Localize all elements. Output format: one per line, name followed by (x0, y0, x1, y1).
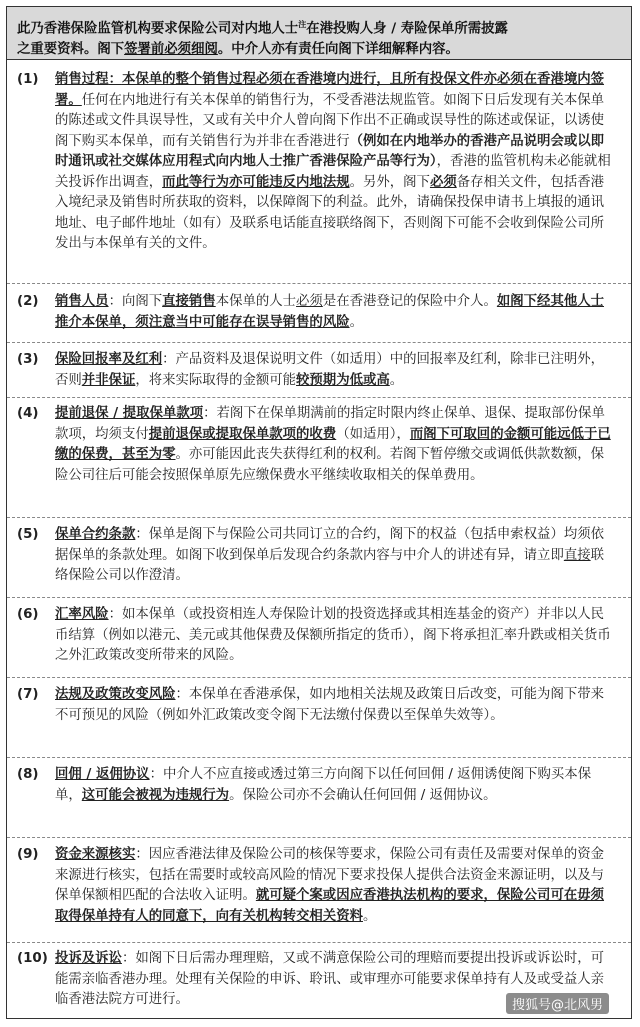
section-text: 是在香港登记的保险中介人。 (322, 294, 497, 309)
header-line1: 此乃香港保险监管机构要求保险公司对内地人士 (17, 21, 299, 37)
section-title: 提前退保 / 提取保单款项 (55, 406, 204, 421)
divider (7, 757, 631, 758)
section-text-bold: 这可能会被视为违规行为 (81, 787, 230, 803)
section-sales-person (7, 292, 631, 333)
section-text: ：若阁下在保单期满前的指定时限内终止保单、退保、提取部份保单款项，均须支付 (55, 406, 605, 442)
divider (7, 397, 631, 398)
section-number: (9) (17, 847, 39, 862)
section-text-bold: 提前退保或提取保单款项的收费 (148, 426, 337, 442)
section-text: 。 (349, 314, 363, 330)
section-text-bold: 直接销售 (162, 294, 216, 309)
section-text: 联络保险公司以作澄清。 (55, 547, 605, 583)
section-number: (8) (17, 767, 39, 782)
divider (7, 837, 631, 838)
section-text: （如适用）， (336, 426, 410, 442)
watermark-text: 搜狐号@北风男 (506, 993, 609, 1014)
document-header (7, 7, 631, 60)
section-regulation-risk (7, 685, 631, 726)
section-text: 备存相关文件，包括香港入境纪录及销售时所获取的资料，以保障阁下的利益。此外，请确保投保申请书上填报的通讯地址、电子邮件地址（如有）及联系电话能直接联络阁下，否则阁下可能不会收到保险公司所发出与本保单有关的文件。 (55, 174, 605, 251)
section-text: ：如本保单（或投资相连人寿保险计划的投资选择或其相连基金的资产）并非以人民币结算（例如以港元、美元或其他保费及保额所指定的货币），阁下将承担汇率升跌或相关货币之外汇政策改变所带来的风险。 (55, 607, 611, 663)
header-line2a: 之重要资料。阁下 (17, 42, 125, 58)
section-text: 。保险公司亦不会确认任何回佣 / 返佣协议。 (229, 787, 497, 803)
section-text: ：本保单在香港承保，如内地相关法规及政策日后改变，可能为阁下带来不可预见的风险（例如外汇政策改变令阁下无法缴付保费以至保单失效等）。 (55, 687, 605, 723)
section-text: ：因应香港法律及保险公司的核保等要求，保险公司有责任及需要对保单的资金来源进行核实，包括在需要时或较高风险的情况下要求投保人提供合法资金来源证明，以及与保单保额相匹配的合法收入证明。 (55, 847, 605, 903)
divider (7, 283, 631, 284)
section-text-bold: 本保单的整个销售过程必须在香港境内进行，且所有投保文件亦必须在香港境内签署。 (55, 72, 605, 108)
section-text: ：产品资料及退保说明文件（如适用）中的回报率及红利，除非已注明外，否则 (55, 352, 605, 388)
section-title: 投诉及诉讼 (55, 951, 122, 966)
section-exchange-rate-risk (7, 605, 631, 667)
section-text: 。亦可能因此丧失获得红利的权利。若阁下暂停缴交或调低供款数额，保险公司往后可能会按照保单原先应缴保费水平继续收取相关的保单费用。 (55, 447, 605, 483)
section-title: 保险回报率及红利 (55, 352, 163, 367)
section-text: ：中介人不应直接或透过第三方向阁下以任何回佣 / 返佣诱使阁下购买本保单， (55, 767, 592, 803)
section-text: ：向阁下 (108, 294, 163, 309)
section-number: (2) (17, 294, 39, 309)
section-text-underlined: 必须 (296, 294, 323, 309)
section-text-bold: 并非保证 (81, 372, 136, 388)
section-text: 。 (389, 372, 404, 388)
section-policy-terms (7, 525, 631, 587)
section-text: ：保单是阁下与保险公司共同订立的合约，阁下的权益（包括申索权益）均须依据保单的条款处理。如阁下收到保单后发现合约条款内容与中介人的讲述有异，请立即 (55, 527, 605, 563)
section-title: 销售人员 (55, 294, 109, 309)
section-number: (1) (17, 72, 39, 87)
divider (7, 942, 631, 943)
header-line2-underlined: 签署前必须细阅 (124, 42, 218, 58)
section-text: 。 (362, 908, 377, 924)
section-text-bold: 而阁下可取回的金额可能远低于已缴的保费，甚至为零 (55, 426, 611, 462)
section-sales-process (7, 70, 631, 255)
section-number: (6) (17, 607, 39, 622)
section-title: 销售过程 (55, 72, 109, 87)
divider (7, 677, 631, 678)
divider (7, 342, 631, 343)
section-number: (5) (17, 527, 39, 542)
section-number: (10) (17, 951, 48, 966)
section-text: ，将来实际取得的金额可能 (135, 372, 297, 388)
section-title: 保单合约条款 (55, 527, 136, 542)
section-text-bold: 如阁下经其他人士推介本保单，须注意当中可能存在误导销售的风险 (55, 294, 605, 330)
section-title: 资金来源核实 (55, 847, 136, 862)
section-text: 任何在内地进行有关本保单的销售行为，不受香港法规监管。如阁下日后发现有关本保单的陈述或文件具误导性，又或有关中介人曾向阁下作出不正确或误导性的陈述或保证，以诱使阁下购买本保单，而有关销售行为并非在香港进行 (55, 92, 605, 149)
section-number: (4) (17, 406, 39, 421)
section-text-underlined: 直接 (563, 547, 591, 563)
section-text-bold: 必须 (429, 174, 457, 190)
section-text: ，香港的监管机构未必能就相关投诉作出调查， (55, 154, 611, 190)
section-number: (7) (17, 687, 39, 702)
section-colon: ： (108, 72, 122, 87)
header-note-mark: 注 (298, 20, 307, 29)
section-text-bold: 而此等行为亦可能违反内地法规 (162, 174, 350, 190)
section-text-bold: 较预期为低或高 (296, 372, 390, 388)
divider (7, 597, 631, 598)
section-returns-dividends (7, 350, 631, 391)
section-early-surrender (7, 404, 631, 486)
disclosure-document (6, 6, 632, 1019)
section-title: 法规及政策改变风险 (55, 687, 176, 702)
section-text: 本保单的人士 (215, 294, 297, 309)
section-title: 回佣 / 返佣协议 (55, 767, 150, 782)
section-rebate-agreement (7, 765, 631, 806)
section-text: ：如阁下日后需办理理赔，又或不满意保险公司的理赔而要提出投诉或诉讼时，可能需亲临香港办理。处理有关保险的申诉、聆讯、或审理亦可能要求保单持有人及或受益人亲临香港法院方可进行。 (55, 951, 605, 1007)
section-title: 汇率风险 (55, 607, 109, 622)
divider (7, 517, 631, 518)
header-line2b: 。中介人亦有责任向阁下详细解释内容。 (217, 42, 459, 58)
section-text-bold: 就可疑个案或因应香港执法机构的要求，保险公司可在毋须取得保单持有人的同意下，向有关机构转交相关资料 (55, 888, 605, 924)
section-number: (3) (17, 352, 39, 367)
header-line1b: 在港投购人身 / 寿险保单所需披露 (306, 21, 508, 37)
section-fund-source (7, 845, 631, 927)
section-text-bold: （例如在内地举办的香港产品说明会或以即时通讯或社交媒体应用程式向内地人士推广香港保险产品等行为） (55, 133, 605, 169)
section-text: 。另外，阁下 (349, 174, 430, 190)
